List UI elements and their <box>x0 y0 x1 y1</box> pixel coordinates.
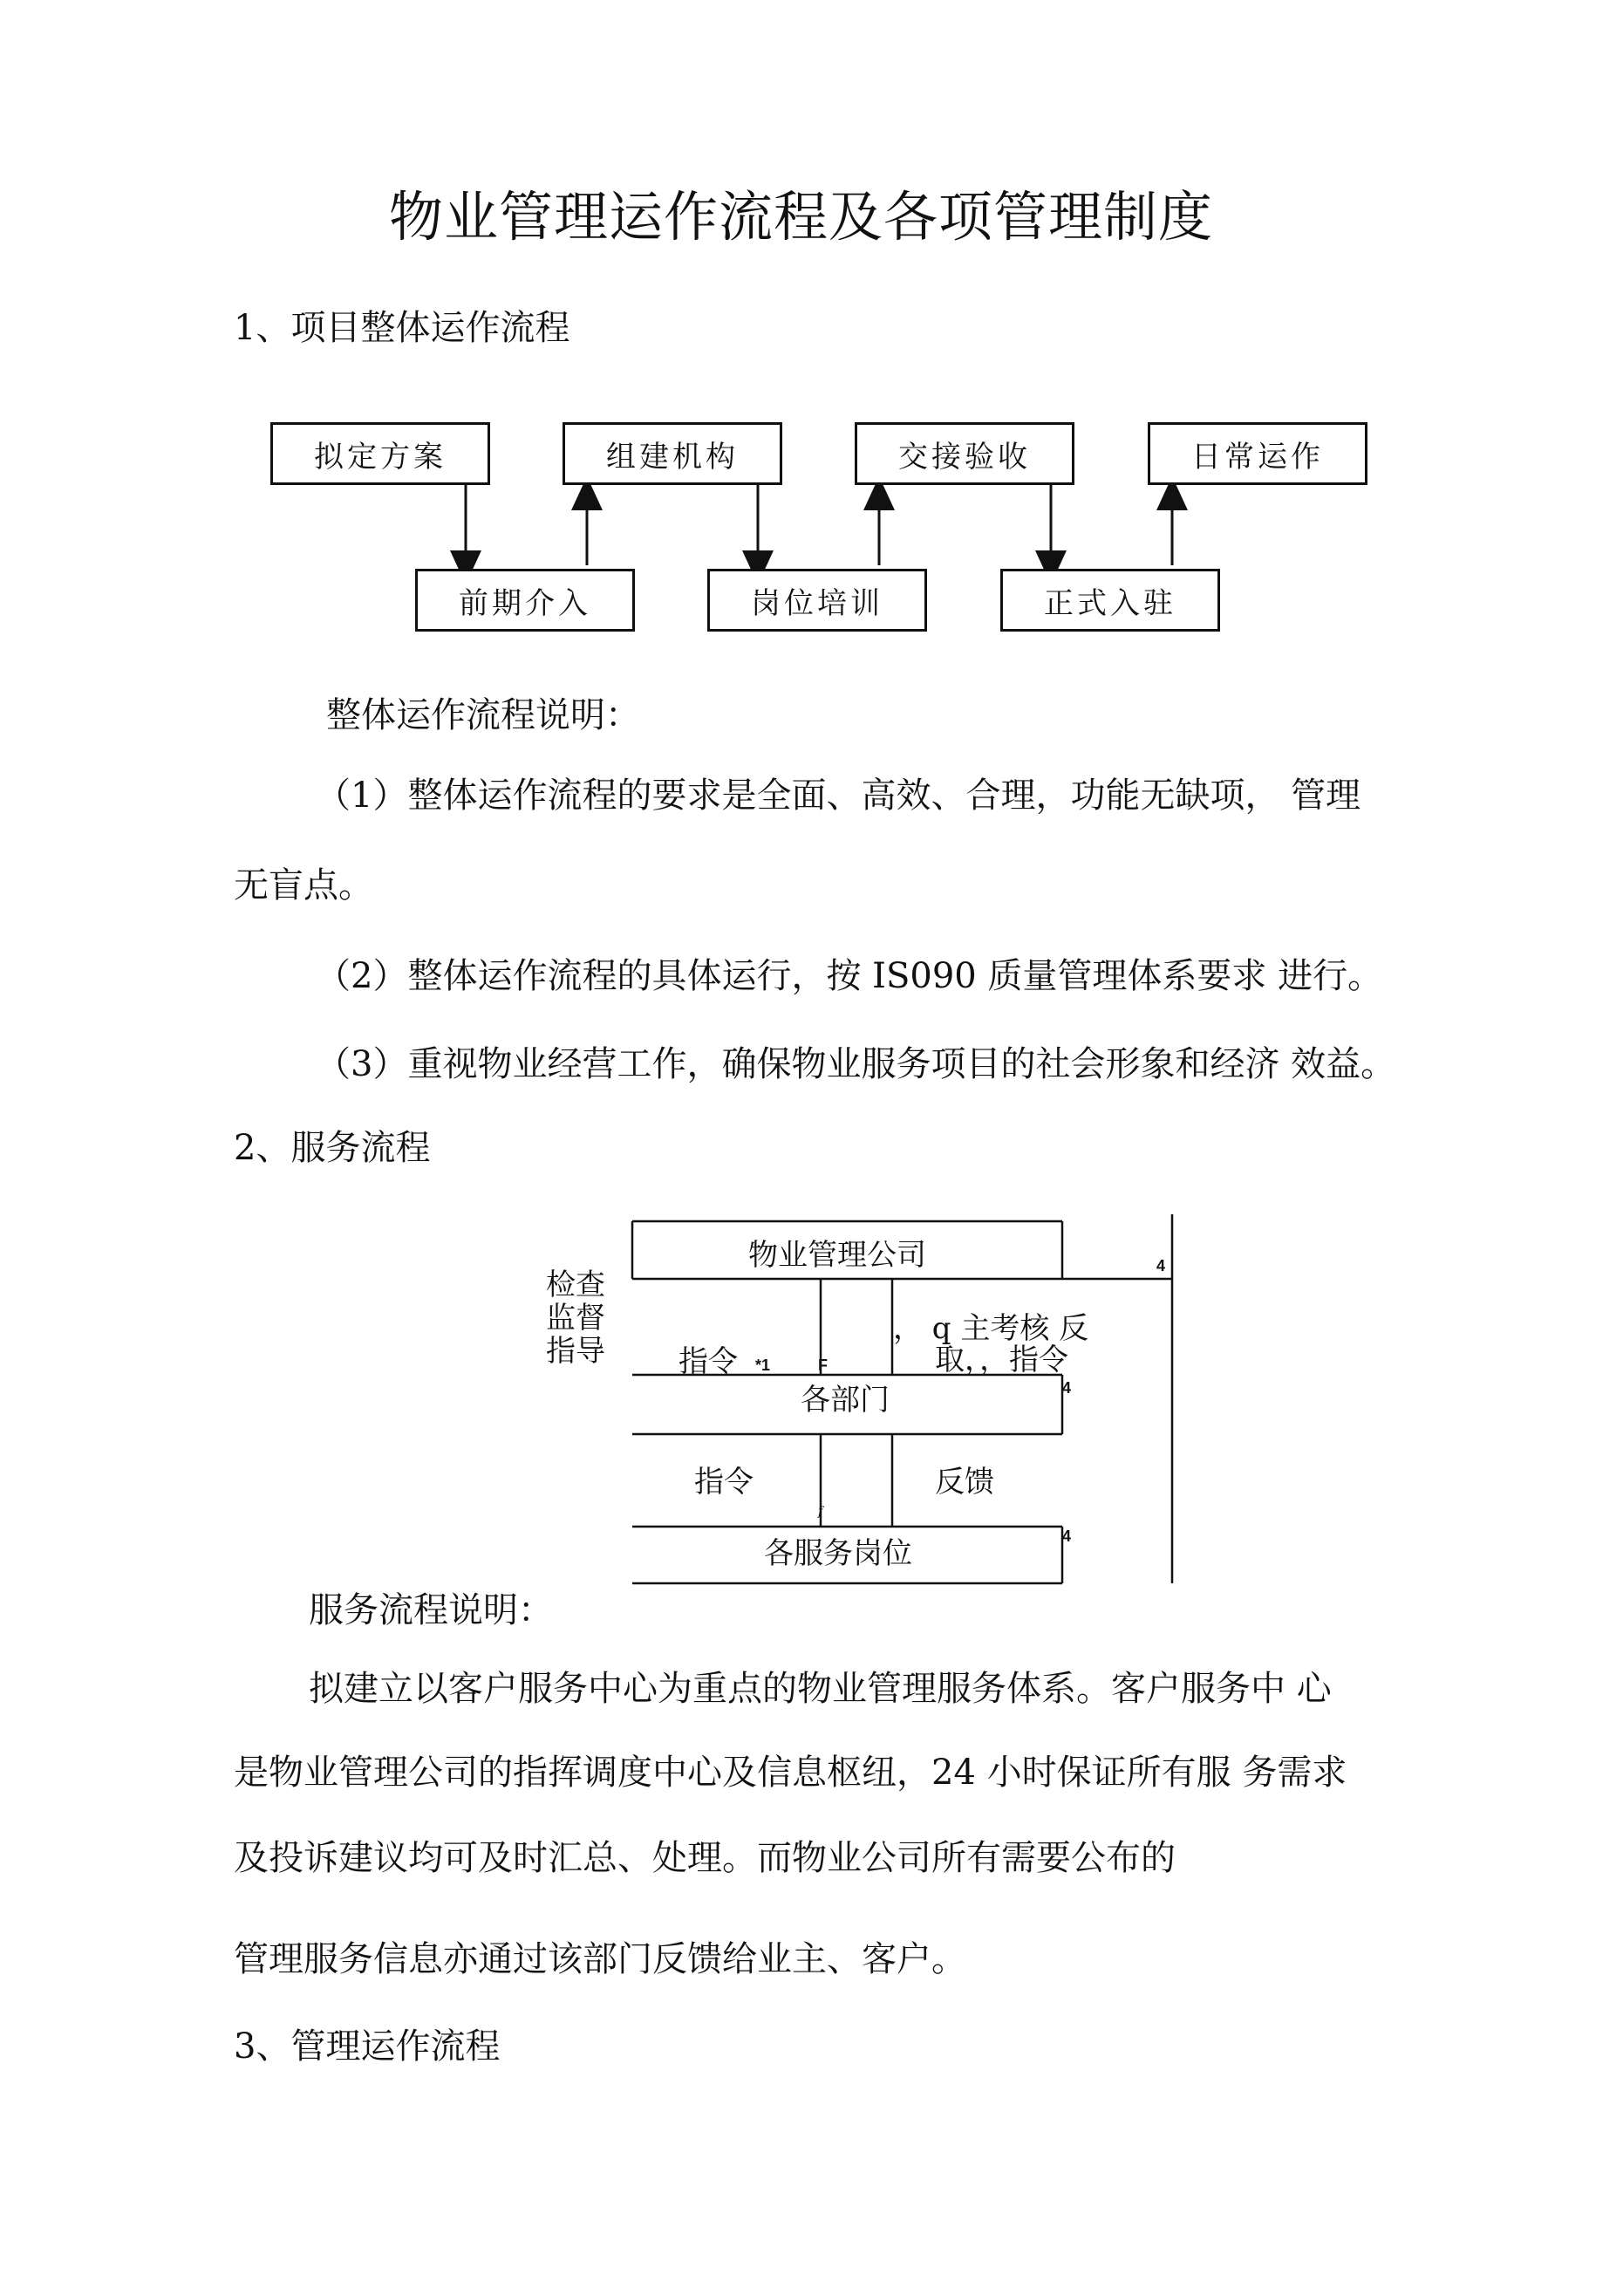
side-label-supervise: 监督 <box>546 1301 605 1336</box>
overall-explain-title: 整体运作流程说明： <box>326 695 640 735</box>
flow-step-organize: 组建机构 <box>563 422 782 485</box>
mark-4-top: 4 <box>1156 1257 1166 1274</box>
mark-4-mid: 4 <box>1062 1379 1072 1397</box>
command-label-2: 指令 <box>694 1465 754 1500</box>
overall-item-1: （1）整体运作流程的要求是全面、高效、合理，功能无缺项， 管理 <box>316 776 1361 816</box>
feedback-label-line2: 取，，指令 <box>935 1343 1068 1377</box>
service-line-3: 及投诉建议均可及时汇总、处理。而物业公司所有需要公布的 <box>234 1838 1176 1878</box>
departments-label: 各部门 <box>801 1383 890 1418</box>
section-2-heading: 2、服务流程 <box>234 1128 431 1168</box>
overall-item-1-cont: 无盲点。 <box>234 865 373 905</box>
company-label: 物业管理公司 <box>748 1238 926 1273</box>
mark-star-1: *1 <box>755 1356 771 1374</box>
flow-step-settle: 正式入驻 <box>1000 569 1220 632</box>
section-3-heading: 3、管理运作流程 <box>234 2026 501 2067</box>
service-line-4: 管理服务信息亦通过该部门反馈给业主、客户。 <box>234 1939 966 1979</box>
mark-f-small: f <box>818 1505 823 1519</box>
side-label-check: 检查 <box>546 1268 605 1302</box>
side-label-guide: 指导 <box>546 1334 605 1369</box>
flow-step-early: 前期介入 <box>415 569 635 632</box>
document-title: 物业管理运作流程及各项管理制度 <box>389 185 1214 249</box>
section-1-heading: 1、项目整体运作流程 <box>234 308 570 348</box>
mark-4-bottom: 4 <box>1062 1527 1072 1545</box>
flow-step-daily: 日常运作 <box>1148 422 1367 485</box>
command-label-1: 指令 <box>679 1344 738 1379</box>
service-explain-title: 服务流程说明： <box>309 1590 553 1630</box>
flow-step-plan: 拟定方案 <box>270 422 490 485</box>
mark-f: F <box>818 1356 828 1374</box>
overall-item-2: （2）整体运作流程的具体运行，按 IS090 质量管理体系要求 进行。 <box>316 956 1383 996</box>
service-line-2: 是物业管理公司的指挥调度中心及信息枢纽，24 小时保证所有服 务需求 <box>234 1753 1347 1793</box>
feedback-label-2: 反馈 <box>935 1465 994 1500</box>
flow-step-training: 岗位培训 <box>707 569 927 632</box>
service-line-1: 拟建立以客户服务中心为重点的物业管理服务体系。客户服务中 心 <box>309 1669 1332 1709</box>
posts-label: 各服务岗位 <box>764 1536 912 1571</box>
overall-item-3: （3）重视物业经营工作，确保物业服务项目的社会形象和经济 效益。 <box>316 1044 1396 1084</box>
feedback-label-line1: ， q 主考核 反 <box>893 1311 1089 1346</box>
flow-step-handover: 交接验收 <box>855 422 1074 485</box>
